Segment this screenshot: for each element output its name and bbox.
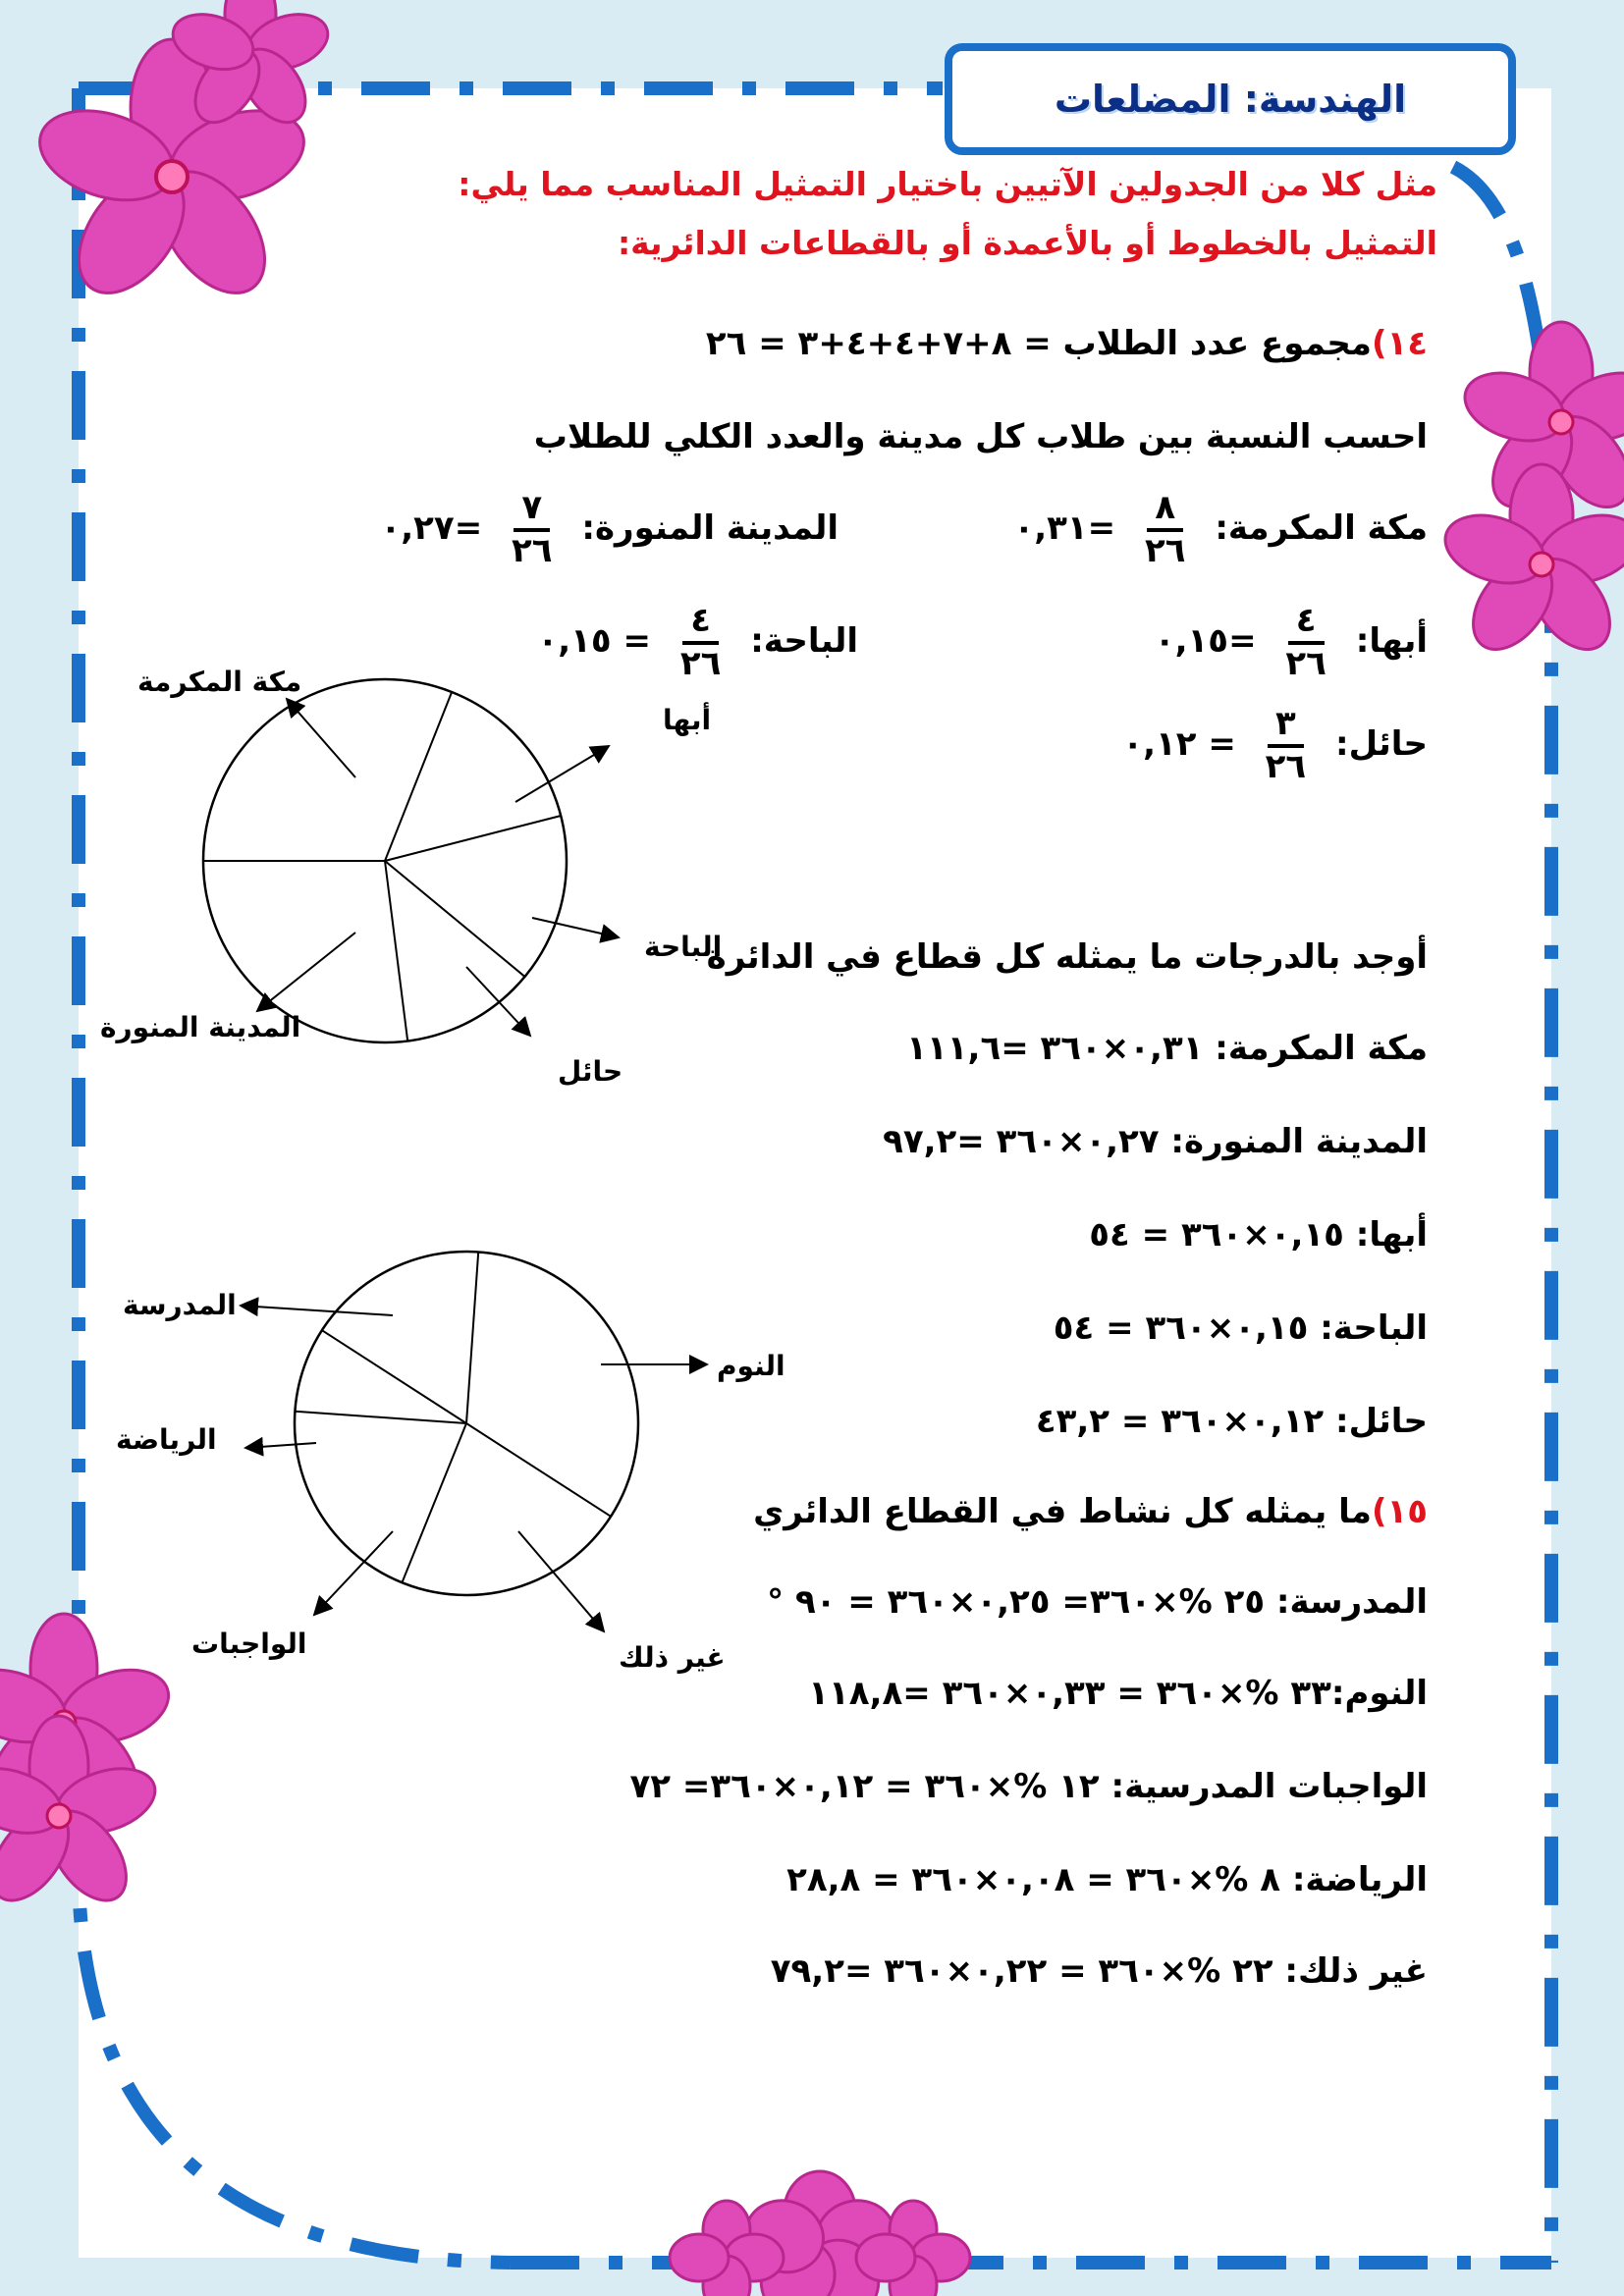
pie1-label-makkah: مكة المكرمة xyxy=(137,666,302,698)
degree-line-abha: أبها: ٠,١٥×٣٦٠ = ٥٤ xyxy=(1089,1215,1428,1255)
q14-number: ١٤) xyxy=(1371,324,1428,363)
instruction-line-2: التمثيل بالخطوط أو بالأعمدة أو بالقطاعات الدائرية: xyxy=(617,224,1437,262)
pie1-label-baha: الباحة xyxy=(644,931,723,963)
q15-prompt: ما يمثله كل نشاط في القطاع الدائري xyxy=(753,1492,1372,1531)
pie1-label-arrow-2 xyxy=(532,918,619,937)
pie2-label-sport: الرياضة xyxy=(116,1423,217,1456)
page-title: الهندسة: المضلعات xyxy=(1054,78,1407,121)
pie1-label-hail: حائل xyxy=(558,1055,623,1088)
pie2-label-arrow-0 xyxy=(241,1306,393,1315)
pie2-label-homework: الواجبات xyxy=(191,1628,307,1660)
q15-number: ١٥) xyxy=(1371,1492,1428,1531)
ratio-abha: أبها: $\frac{٤}{٢٦}$ =٠,١٥ xyxy=(1154,601,1428,683)
q14-degrees-prompt: أوجد بالدرجات ما يمثله كل قطاع في الدائرة xyxy=(706,937,1428,977)
q15-line-school: المدرسة: ٢٥ %×٣٦٠= ٠,٢٥×٣٦٠ = ٩٠ ° xyxy=(767,1582,1428,1622)
pie2-label-school: المدرسة xyxy=(123,1289,237,1321)
pie2-label-arrow-2 xyxy=(245,1443,316,1448)
pie1-label-arrow-1 xyxy=(515,746,609,802)
q14-total: مجموع عدد الطلاب = ٨+٧+٤+٤+٣ = ٢٦ xyxy=(705,324,1372,363)
q15-line-other: غير ذلك: ٢٢ %×٣٦٠ = ٠,٢٢×٣٦٠ =٧٩,٢ xyxy=(770,1951,1428,1991)
ratio-madinah: المدينة المنورة: $\frac{٧}{٢٦}$ =٠,٢٧ xyxy=(380,488,839,570)
pie2-slice-edge-4 xyxy=(322,1330,466,1423)
q15-line-sleep: النوم:٣٣ %×٣٦٠ = ٠,٣٣×٣٦٠ =١١٨,٨ xyxy=(808,1674,1428,1713)
degree-line-hail: حائل: ٠,١٢×٣٦٠ = ٤٣,٢ xyxy=(1035,1402,1428,1441)
q15-line-sport: الرياضة: ٨ %×٣٦٠ = ٠,٠٨×٣٦٠ = ٢٨,٨ xyxy=(786,1860,1428,1899)
ratio-baha: الباحة: $\frac{٤}{٢٦}$ = ٠,١٥ xyxy=(537,601,858,683)
degree-line-makkah: مكة المكرمة: ٠,٣١×٣٦٠ =١١١,٦ xyxy=(906,1029,1428,1068)
pie2-label-other: غير ذلك xyxy=(619,1641,726,1674)
q14-ratio-prompt: احسب النسبة بين طلاب كل مدينة والعدد الكلي للطلاب xyxy=(533,417,1428,456)
ratio-makkah: مكة المكرمة: $\frac{٨}{٢٦}$ =٠,٣١ xyxy=(1013,488,1428,570)
pie1-label-arrow-3 xyxy=(466,967,530,1036)
pie1-slice-edge-3 xyxy=(385,861,525,977)
instruction-line-1: مثل كلا من الجدولين الآتيين باختيار التمثيل المناسب مما يلي: xyxy=(458,165,1437,203)
pie1-slice-edge-1 xyxy=(385,692,452,861)
pie2-slice-edge-0 xyxy=(466,1252,478,1423)
degree-line-madinah: المدينة المنورة: ٠,٢٧×٣٦٠ =٩٧,٢ xyxy=(883,1122,1428,1161)
pie2-slice-edge-1 xyxy=(466,1423,611,1517)
q15-line-homework: الواجبات المدرسية: ١٢ %×٣٦٠ = ٠,١٢×٣٦٠= ٧٢ xyxy=(629,1767,1428,1806)
pie1-label-abha: أبها xyxy=(663,704,712,736)
pie1-label-arrow-4 xyxy=(257,933,355,1011)
pie1-slice-edge-2 xyxy=(385,816,561,861)
pie1-label-madinah: المدينة المنورة xyxy=(100,1011,301,1043)
pie1-slice-edge-4 xyxy=(385,861,407,1041)
pie1-label-arrow-0 xyxy=(287,699,355,777)
pie2-slice-edge-2 xyxy=(402,1423,466,1582)
pie2-slice-edge-3 xyxy=(295,1412,466,1423)
pie2-label-sleep: النوم xyxy=(717,1350,785,1382)
ratio-hail: حائل: $\frac{٣}{٢٦}$ = ٠,١٢ xyxy=(1122,704,1428,786)
degree-line-baha: الباحة: ٠,١٥×٣٦٠ = ٥٤ xyxy=(1053,1308,1428,1348)
